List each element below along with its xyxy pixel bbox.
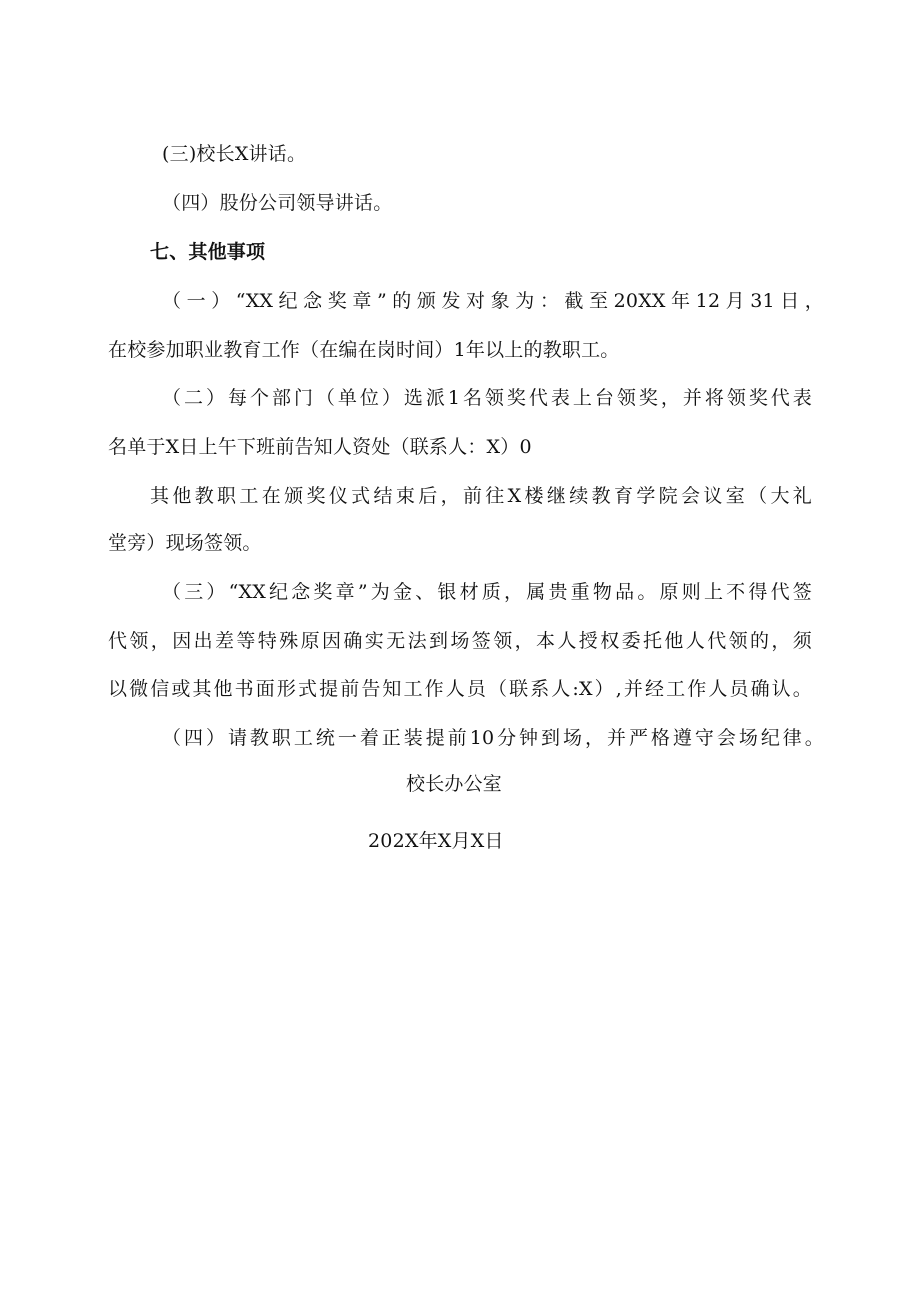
item-company-leader-speech: （四）股份公司领导讲话。: [162, 192, 393, 214]
paragraph-4-line-2: 代领，因出差等特殊原因确实无法到场签领，本人授权委托他人代领的，须: [108, 630, 812, 652]
paragraph-5-line-1: （四）请教职工统一着正装提前10分钟到场，并严格遵守会场纪律。: [162, 727, 824, 749]
section-heading-other-matters: 七、其他事项: [150, 241, 266, 263]
paragraph-1-line-2: 在校参加职业教育工作（在编在岗时间）1年以上的教职工。: [108, 339, 620, 361]
paragraph-2-line-2: 名单于X日上午下班前告知人资处（联系人：X）0: [108, 436, 532, 458]
item-principal-speech: (三)校长X讲话。: [162, 143, 307, 165]
paragraph-3-line-1: 其他教职工在颁奖仪式结束后，前往X楼继续教育学院会议室（大礼: [150, 485, 812, 507]
paragraph-1-line-1: （一）“XX纪念奖章”的颁发对象为：截至20XX年12月31日，: [162, 290, 824, 312]
paragraph-2-line-1: （二）每个部门（单位）选派1名领奖代表上台领奖，并将领奖代表: [162, 387, 812, 409]
signature-office: 校长办公室: [406, 773, 503, 795]
signature-date: 202X年X月X日: [368, 830, 504, 852]
paragraph-3-line-2: 堂旁）现场签领。: [108, 532, 262, 554]
paragraph-4-line-1: （三）“XX纪念奖章”为金、银材质，属贵重物品。原则上不得代签: [162, 581, 812, 603]
paragraph-4-line-3: 以微信或其他书面形式提前告知工作人员（联系人:X）,并经工作人员确认。: [108, 678, 812, 700]
